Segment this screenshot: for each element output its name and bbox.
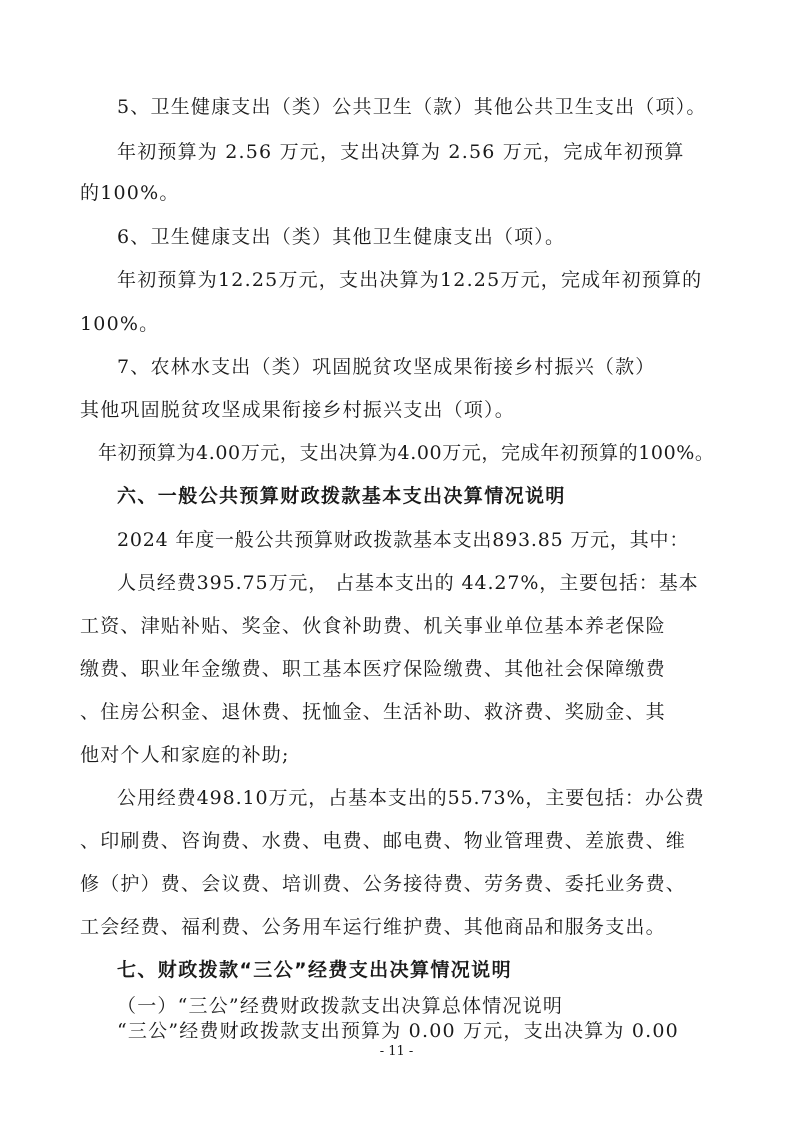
section-7-heading: 七、财政拨款“三公”经费支出决算情况说明 [117, 959, 512, 981]
section-6-heading: 六、一般公共预算财政拨款基本支出决算情况说明 [117, 485, 566, 507]
item-6-text: 年初预算为12.25万元，支出决算为12.25万元，完成年初预算的 [117, 269, 703, 291]
item-7-text: 年初预算为4.00万元，支出决算为4.00万元，完成年初预算的100%。 [98, 442, 715, 464]
section-6-intro: 2024 年度一般公共预算财政拨款基本支出893.85 万元，其中： [117, 529, 690, 551]
section-7-text: “三公”经费财政拨款支出预算为 0.00 万元，支出决算为 0.00 [117, 1020, 679, 1042]
public-expense-text-4: 工会经费、福利费、公务用车运行维护费、其他商品和服务支出。 [80, 916, 666, 938]
item-7-heading: 7、农林水支出（类）巩固脱贫攻坚成果衔接乡村振兴（款） [117, 356, 656, 378]
personnel-expense-text-5: 他对个人和家庭的补助; [80, 744, 290, 766]
public-expense-text-3: 修（护）费、会议费、培训费、公务接待费、劳务费、委托业务费、 [80, 873, 687, 895]
public-expense-text-2: 、印刷费、咨询费、水费、电费、邮电费、物业管理费、差旅费、维 [80, 830, 687, 852]
section-7-subheading: （一）“三公”经费财政拨款支出决算总体情况说明 [117, 995, 564, 1017]
item-6-heading: 6、卫生健康支出（类）其他卫生健康支出（项）。 [117, 226, 566, 248]
personnel-expense-text-3: 缴费、职业年金缴费、职工基本医疗保险缴费、其他社会保障缴费 [80, 658, 666, 680]
personnel-expense-text-2: 工资、津贴补贴、奖金、伙食补助费、机关事业单位基本养老保险 [80, 615, 666, 637]
item-5-heading: 5、卫生健康支出（类）公共卫生（款）其他公共卫生支出（项）。 [117, 96, 707, 118]
item-5-text: 年初预算为 2.56 万元，支出决算为 2.56 万元，完成年初预算 [117, 141, 685, 163]
page-number: - 11 - [379, 1044, 414, 1059]
item-5-text-cont: 的100%。 [80, 182, 180, 204]
item-7-heading-cont: 其他巩固脱贫攻坚成果衔接乡村振兴支出（项）。 [80, 399, 515, 421]
personnel-expense-text: 人员经费395.75万元， 占基本支出的 44.27%，主要包括：基本 [117, 572, 699, 594]
personnel-expense-text-4: 、住房公积金、退休费、抚恤金、生活补助、救济费、奖励金、其 [80, 701, 666, 723]
item-6-text-cont: 100%。 [80, 313, 160, 335]
public-expense-text: 公用经费498.10万元，占基本支出的55.73%，主要包括：办公费 [117, 787, 705, 809]
